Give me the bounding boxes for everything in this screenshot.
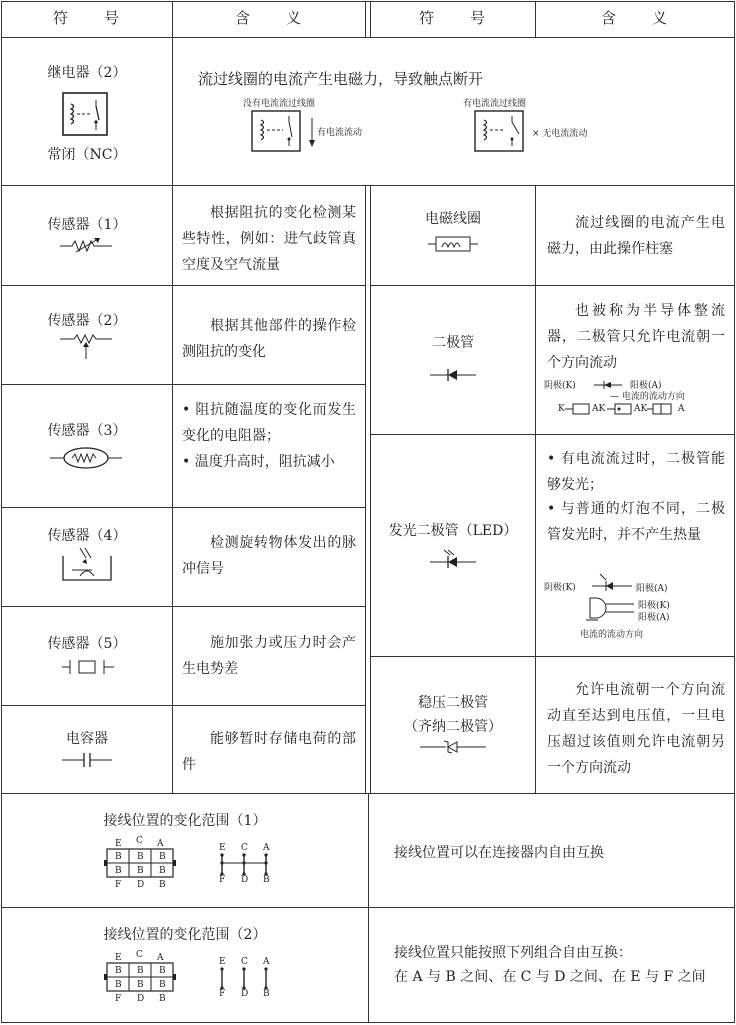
diode-chain-icon — [557, 401, 687, 417]
led-small-icon — [592, 574, 632, 592]
led-body-icon — [576, 596, 636, 624]
relay-caption-on: 有电流流过线圈 — [463, 99, 527, 109]
diode-desc: 也被称为半导体整流器，二极管只允许电流朝一个方向流动 — [547, 303, 725, 371]
wiring2-desc2: 在 A 与 B 之间、在 C 与 D 之间、在 E 与 F 之间 — [394, 969, 706, 985]
sensor3-desc2: • 温度升高时，阻抗减小 — [182, 454, 335, 470]
header-meaning: 含 义 — [234, 9, 303, 27]
led-desc2: • 与普通的灯泡不同，二极管发光时，并不产生热量 — [547, 501, 725, 543]
solenoid-coil-icon — [428, 236, 478, 252]
sensor1-desc: 根据阻抗的变化检测某些特性，例如：进气歧管真空度及空气流量 — [182, 205, 356, 273]
led-anode-1: 阳极(A) — [636, 584, 668, 594]
zener-name-2: （齐纳二极管） — [404, 719, 502, 735]
wiring1-desc: 接线位置可以在连接器内自由互换 — [394, 845, 604, 861]
led-anode-3: 阳极(A) — [638, 613, 670, 623]
photo-sensor-icon — [62, 548, 112, 582]
variable-resistor-icon — [60, 237, 112, 253]
header-symbol: 符 号 — [52, 9, 121, 27]
sensor5-name: 传感器（5） — [47, 636, 127, 652]
chain-ak-1: AK — [592, 404, 606, 414]
zener-desc: 允许电流朝一个方向流动直至达到电压值，一旦电压超过该值则允许电流朝另一个方向流动 — [547, 682, 725, 776]
sensor4-desc: 检测旋转物体发出的脉冲信号 — [182, 535, 356, 577]
relay-sub: 常闭（NC） — [47, 147, 127, 163]
led-anode-2: 阳极(K) — [638, 601, 670, 611]
sensor2-name: 传感器（2） — [47, 313, 127, 329]
arrow-down-icon — [309, 118, 315, 148]
relay-nc-icon — [62, 92, 108, 136]
coil-name: 电磁线圈 — [425, 211, 481, 227]
header-meaning-2: 含 义 — [600, 9, 669, 27]
capacitor-desc: 能够暂时存储电荷的部件 — [182, 731, 356, 773]
zener-diode-icon — [420, 740, 486, 754]
chain-ak-2: AK — [634, 404, 648, 414]
diode-flow-label: — 电流的流动方向 — [610, 392, 685, 402]
sensor3-name: 传感器（3） — [47, 423, 127, 439]
wiring1-name: 接线位置的变化范围（1） — [103, 813, 267, 829]
wiring2-name: 接线位置的变化范围（2） — [103, 927, 267, 943]
header-symbol-2: 符 号 — [418, 9, 487, 27]
sensor1-name: 传感器（1） — [47, 217, 127, 233]
relay-desc: 流过线圈的电流产生电磁力，导致触点断开 — [198, 70, 484, 88]
relay-flow-yes: 有电流流动 — [317, 128, 363, 138]
relay-caption-off: 没有电流流过线圈 — [243, 99, 316, 109]
coil-desc: 流过线圈的电流产生电磁力，由此操作柱塞 — [547, 215, 725, 257]
capacitor-icon — [62, 752, 112, 768]
piezo-sensor-icon — [62, 659, 114, 675]
wiring2-desc1: 接线位置只能按照下列组合自由互换： — [394, 945, 632, 961]
diode-small-icon — [594, 381, 622, 389]
diode-cathode-label: 阴极(K) — [544, 381, 576, 391]
diode-name: 二极管 — [432, 335, 474, 351]
led-cathode-label: 阴极(K) — [544, 583, 576, 593]
potentiometer-icon — [60, 333, 112, 359]
sensor2-desc: 根据其他部件的操作检测阻抗的变化 — [182, 318, 356, 360]
led-flow-label: 电流的流动方向 — [580, 630, 644, 640]
diode-anode-label: 阳极(A) — [630, 381, 662, 391]
relay-flow-no: × 无电流流动 — [532, 129, 588, 139]
relay-on-icon — [474, 110, 524, 154]
zener-name: 稳压二极管 — [418, 695, 488, 711]
sensor3-desc1: • 阻抗随温度的变化而发生变化的电阻器； — [182, 402, 356, 444]
led-desc1: • 有电流流过时，二极管能够发光； — [547, 451, 725, 493]
relay-off-icon — [251, 110, 301, 154]
symbol-table: 符 号 含 义 符 号 含 义 继电器（2） 常闭（NC） 流过线圈的电流产生电磁力，导致触点断开 没有电流流过线圈 有电流流过线圈 有电流流动 × 无电流流动 传感器（1） 根据阻抗的变化检测某些特性，例如：进气歧管真空度及空气流量 传感器（2） 根据其他部件的操作检测阻抗的变化 传感器（3） • 阻抗随温度的变化而发生变化的电阻器； • 温度升高时，阻抗减小 传感器（4） 检测旋转物体发出的脉冲信号 传感器（5） 施加张力或压力时会产生电势差 电容器 能够暂时存储电荷的部件 电磁线圈 流过线圈的电流产生电磁力，由此操作柱塞 二极管 也被称为半导体整流器，二极管只允许电流朝一个方向流动 阴极(K) 阳极(A) — 电流的流动方向 K AK AK A 发光二极管（LED） • 有电流流过时，二极管能够发光； • 与普通的灯泡不同，二极管发光时，并不产生热量 阴极(K) 阳极(A) 阳极(K) 阳极(A) 电流的流动方向 稳压二极管 （齐纳二极管） 允许电流朝一个方向流动直至达到电压值，一旦电压超过该值则允许电流朝另一个方向流动 接线位置的变化范围（1） 接线位置可以在连接器内自由互换 接线位置的变化范围（2） 接线位置只能按照下列组合自由互换： 在 A 与 B 之间、在 C 与 D 之间、在 E 与 F 之间 E C A B B B B B B F D B E C A F D B E C A B B B B B B F D B E C A F D B — [0, 0, 736, 1025]
chain-k: K — [558, 404, 565, 414]
sensor5-desc: 施加张力或压力时会产生电势差 — [182, 635, 356, 677]
relay-name: 继电器（2） — [47, 65, 127, 81]
led-icon — [430, 550, 476, 570]
sensor4-name: 传感器（4） — [47, 528, 127, 544]
capacitor-name: 电容器 — [66, 731, 108, 747]
diode-icon — [430, 367, 476, 383]
thermistor-icon — [50, 447, 122, 469]
led-name: 发光二极管（LED） — [388, 523, 518, 539]
chain-a: A — [678, 404, 685, 414]
